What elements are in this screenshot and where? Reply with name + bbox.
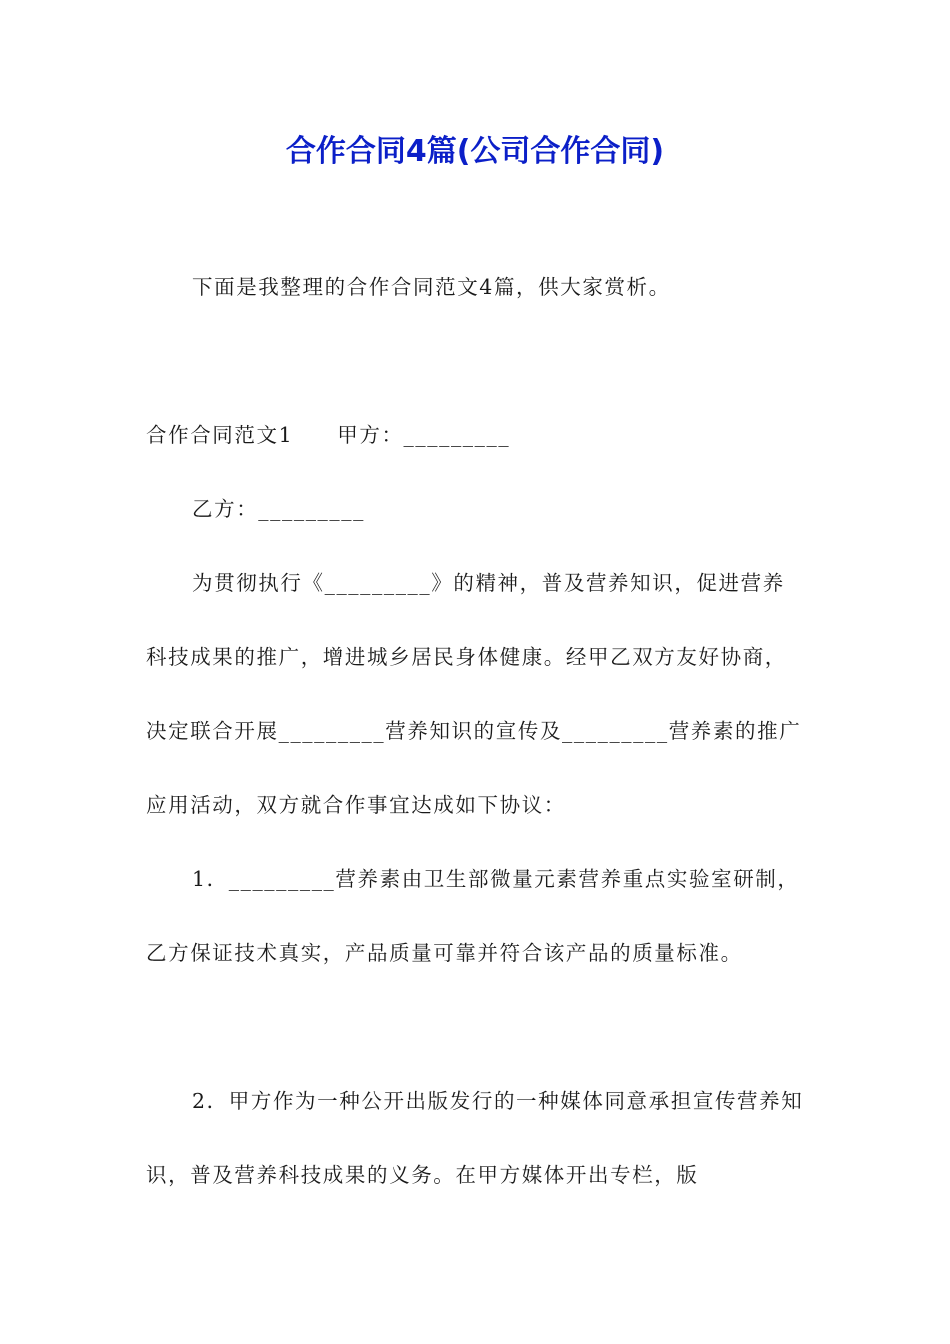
party-b-line: 乙方：_________	[192, 497, 365, 521]
purpose-paragraph: 为贯彻执行《_________》的精神，普及营养知识，促进营养科技成果的推广，增进城乡居民身体健康。经甲乙双方友好协商，决定联合开展_________营养知识的宣传及_________营养素的推广应用活动，双方就合作事宜达成如下协议：	[146, 571, 802, 817]
intro-paragraph: 下面是我整理的合作合同范文4篇，供大家赏析。	[192, 275, 671, 299]
document-title: 合作合同4篇(公司合作合同)	[285, 134, 665, 169]
section-heading: 合作合同范文1	[146, 423, 294, 447]
clause-1-paragraph: 1．_________营养素由卫生部微量元素营养重点实验室研制，乙方保证技术真实，产品质量可靠并符合该产品的质量标准。	[146, 867, 800, 965]
party-a-line: 甲方：_________	[337, 423, 511, 447]
section-heading-line	[146, 398, 806, 472]
clause-2-paragraph: 2．甲方作为一种公开出版发行的一种媒体同意承担宣传营养知识，普及营养科技成果的义务。在甲方媒体开出专栏，版	[146, 1089, 804, 1187]
